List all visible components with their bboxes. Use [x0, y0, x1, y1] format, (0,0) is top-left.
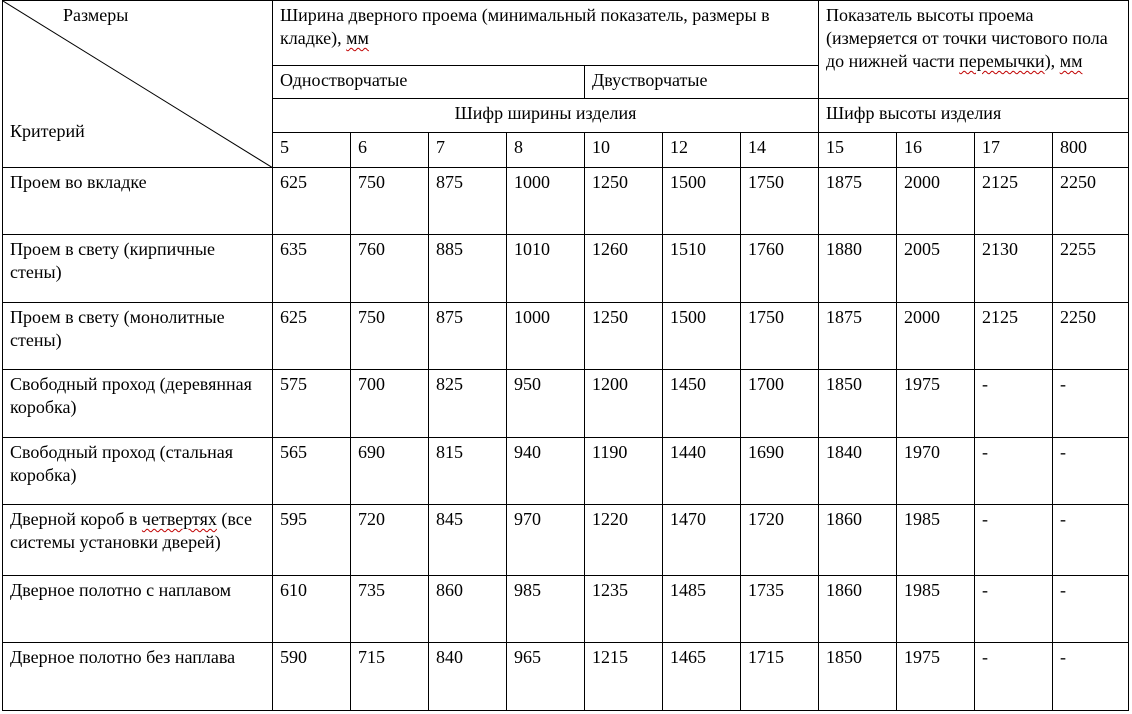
value-cell: 845 [429, 505, 507, 576]
row-label: Свободный проход (деревянная коробка) [3, 370, 273, 438]
value-cell: 610 [273, 576, 351, 643]
value-cell: 750 [351, 303, 429, 370]
criterion-label: Критерий [10, 121, 85, 141]
value-cell: 1860 [819, 576, 897, 643]
table-row [3, 303, 1129, 370]
row-label: Проем в свету (монолитные стены) [3, 303, 273, 370]
value-cell: 1500 [663, 303, 741, 370]
value-cell: 1190 [585, 438, 663, 505]
table-row [3, 168, 1129, 235]
width-code-header: Шифр ширины изделия [273, 99, 819, 133]
value-cell: 1250 [585, 168, 663, 235]
value-cell: 2250 [1053, 303, 1129, 370]
double-leaf-header: Двустворчатые [585, 66, 819, 99]
value-cell: 1860 [819, 505, 897, 576]
value-cell: 1440 [663, 438, 741, 505]
value-cell: 625 [273, 168, 351, 235]
value-cell: 2125 [975, 168, 1053, 235]
value-cell: 635 [273, 235, 351, 303]
value-cell: 690 [351, 438, 429, 505]
value-cell: 595 [273, 505, 351, 576]
row-label: Проем во вкладке [3, 168, 273, 235]
value-cell: 2000 [897, 303, 975, 370]
value-cell: 1470 [663, 505, 741, 576]
value-cell: 1700 [741, 370, 819, 438]
value-cell: - [1053, 505, 1129, 576]
value-cell: 1970 [897, 438, 975, 505]
criterion-header-cell [3, 1, 273, 168]
value-cell: - [1053, 576, 1129, 643]
value-cell: 1975 [897, 370, 975, 438]
value-cell: 2005 [897, 235, 975, 303]
value-cell: 1510 [663, 235, 741, 303]
value-cell: 715 [351, 643, 429, 711]
value-cell: - [1053, 438, 1129, 505]
value-cell: 1875 [819, 303, 897, 370]
value-cell: 1750 [741, 303, 819, 370]
code-cell: 7 [429, 133, 507, 168]
value-cell: 625 [273, 303, 351, 370]
value-cell: 1760 [741, 235, 819, 303]
value-cell: 1010 [507, 235, 585, 303]
value-cell: 1260 [585, 235, 663, 303]
table-row [3, 235, 1129, 303]
value-cell: - [975, 643, 1053, 711]
data-rows [3, 168, 1129, 711]
code-cell: 17 [975, 133, 1053, 168]
code-cell: 800 [1053, 133, 1129, 168]
code-cell: 15 [819, 133, 897, 168]
value-cell: 735 [351, 576, 429, 643]
code-cell: 12 [663, 133, 741, 168]
value-cell: 1735 [741, 576, 819, 643]
sizes-label: Размеры [63, 5, 129, 25]
code-cell: 6 [351, 133, 429, 168]
value-cell: 965 [507, 643, 585, 711]
value-cell: 1485 [663, 576, 741, 643]
table-row [3, 505, 1129, 576]
value-cell: 720 [351, 505, 429, 576]
table-row [3, 643, 1129, 711]
value-cell: 1985 [897, 576, 975, 643]
value-cell: 1875 [819, 168, 897, 235]
value-cell: - [1053, 370, 1129, 438]
value-cell: 815 [429, 438, 507, 505]
value-cell: 1850 [819, 643, 897, 711]
value-cell: 1450 [663, 370, 741, 438]
table-row [3, 576, 1129, 643]
code-cell: 16 [897, 133, 975, 168]
value-cell: 1000 [507, 303, 585, 370]
value-cell: 1880 [819, 235, 897, 303]
value-cell: 970 [507, 505, 585, 576]
value-cell: 1840 [819, 438, 897, 505]
code-cell: 14 [741, 133, 819, 168]
value-cell: 1720 [741, 505, 819, 576]
value-cell: 565 [273, 438, 351, 505]
value-cell: - [975, 505, 1053, 576]
table-row [3, 370, 1129, 438]
value-cell: 1465 [663, 643, 741, 711]
row-label: Проем в свету (кирпичные стены) [3, 235, 273, 303]
value-cell: - [1053, 643, 1129, 711]
value-cell: 575 [273, 370, 351, 438]
value-cell: 885 [429, 235, 507, 303]
height-code-header: Шифр высоты изделия [819, 99, 1129, 133]
value-cell: 1715 [741, 643, 819, 711]
code-cell: 8 [507, 133, 585, 168]
value-cell: 825 [429, 370, 507, 438]
value-cell: 1850 [819, 370, 897, 438]
value-cell: 2000 [897, 168, 975, 235]
value-cell: 1200 [585, 370, 663, 438]
single-leaf-header: Одностворчатые [273, 66, 585, 99]
value-cell: 760 [351, 235, 429, 303]
width-header: Ширина дверного проема (минимальный показатель, размеры в кладке), мм [273, 1, 819, 66]
code-cell: 10 [585, 133, 663, 168]
value-cell: 840 [429, 643, 507, 711]
value-cell: 1215 [585, 643, 663, 711]
row-label: Свободный проход (стальная коробка) [3, 438, 273, 505]
value-cell: 590 [273, 643, 351, 711]
value-cell: 1500 [663, 168, 741, 235]
door-sizes-table [2, 0, 1129, 711]
value-cell: 1000 [507, 168, 585, 235]
value-cell: 1690 [741, 438, 819, 505]
value-cell: 985 [507, 576, 585, 643]
value-cell: - [975, 576, 1053, 643]
value-cell: 860 [429, 576, 507, 643]
value-cell: 1235 [585, 576, 663, 643]
value-cell: 875 [429, 303, 507, 370]
value-cell: - [975, 438, 1053, 505]
row-label: Дверное полотно без наплава [3, 643, 273, 711]
value-cell: 950 [507, 370, 585, 438]
value-cell: 2250 [1053, 168, 1129, 235]
value-cell: 940 [507, 438, 585, 505]
row-label: Дверной короб в четвертях (все системы установки дверей) [3, 505, 273, 576]
value-cell: - [975, 370, 1053, 438]
value-cell: 1750 [741, 168, 819, 235]
value-cell: 875 [429, 168, 507, 235]
value-cell: 2130 [975, 235, 1053, 303]
value-cell: 1220 [585, 505, 663, 576]
value-cell: 1250 [585, 303, 663, 370]
row-label: Дверное полотно с наплавом [3, 576, 273, 643]
value-cell: 700 [351, 370, 429, 438]
code-cell: 5 [273, 133, 351, 168]
height-header: Показатель высоты проема (измеряется от точки чистового пола до нижней части перемычки), мм [819, 1, 1129, 99]
value-cell: 2255 [1053, 235, 1129, 303]
table-row [3, 438, 1129, 505]
value-cell: 2125 [975, 303, 1053, 370]
value-cell: 1985 [897, 505, 975, 576]
value-cell: 1975 [897, 643, 975, 711]
value-cell: 750 [351, 168, 429, 235]
